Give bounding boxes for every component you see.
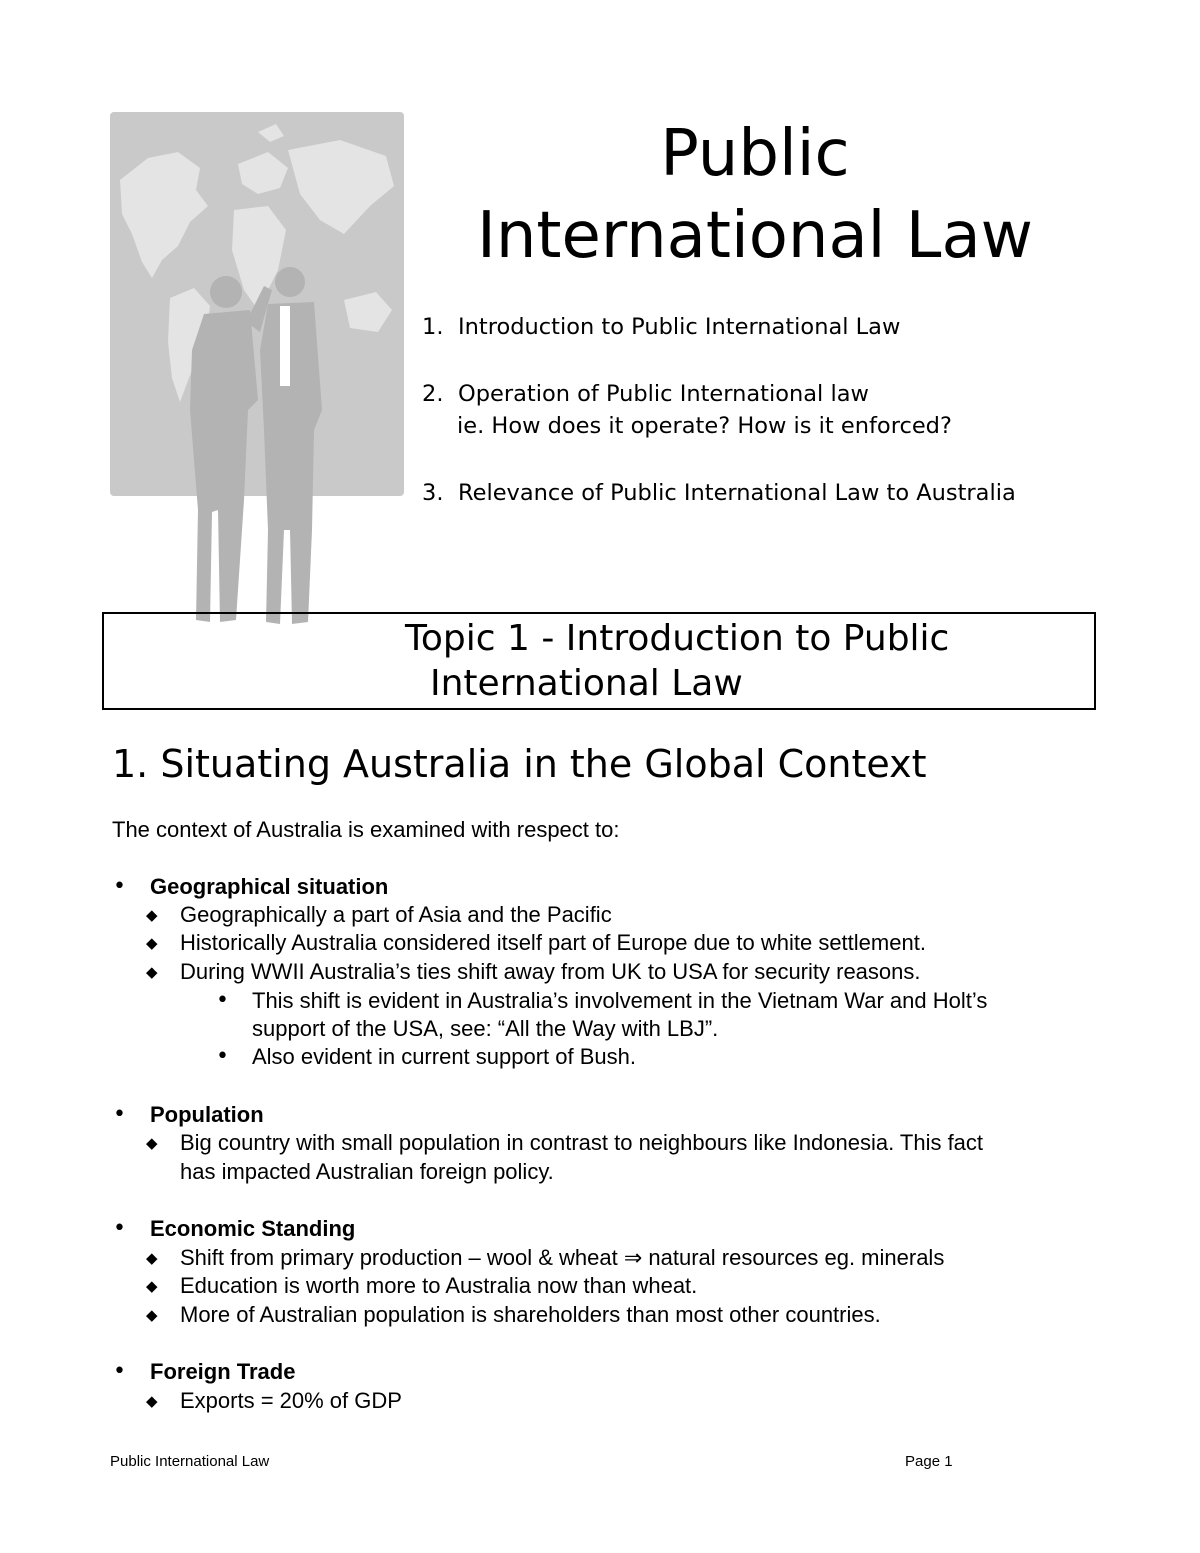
diamond-bullet-icon: ◆ [146, 963, 158, 981]
section-heading: 1. Situating Australia in the Global Context [112, 742, 927, 786]
point-text: Historically Australia considered itself part of Europe due to white settlement. [180, 930, 926, 955]
outline-item-1 [422, 311, 900, 343]
point-text: Exports = 20% of GDP [180, 1388, 402, 1413]
outline-number: 1. [422, 314, 444, 340]
point-text: More of Australian population is shareholders than most other countries. [180, 1302, 881, 1327]
diamond-bullet-icon: ◆ [146, 1306, 158, 1324]
bullet-icon: • [113, 1216, 126, 1241]
outline-item-2 [422, 378, 869, 410]
diamond-bullet-icon: ◆ [146, 906, 158, 924]
diamond-bullet-icon: ◆ [146, 1392, 158, 1410]
point-text: Geographically a part of Asia and the Pacific [180, 902, 612, 927]
point-text: Education is worth more to Australia now than wheat. [180, 1273, 698, 1298]
outline-number: 3. [422, 480, 444, 506]
diamond-bullet-icon: ◆ [146, 1277, 158, 1295]
subpoint-text: Also evident in current support of Bush. [252, 1044, 636, 1069]
topic-title-line2: International Law [430, 663, 743, 704]
diamond-bullet-icon: ◆ [146, 1134, 158, 1152]
point-text: Big country with small population in contrast to neighbours like Indonesia. This fact [180, 1130, 984, 1155]
outline-text: Operation of Public International law [458, 381, 869, 407]
document-title-line1: Public [660, 117, 850, 191]
topic-title-line1: Topic 1 - Introduction to Public [405, 618, 950, 659]
diamond-bullet-icon: ◆ [146, 1249, 158, 1267]
topic-heading-trade: Foreign Trade [150, 1359, 296, 1384]
outline-number: 2. [422, 381, 444, 407]
bullet-icon: • [113, 1102, 126, 1127]
topic-heading-economic: Economic Standing [150, 1216, 356, 1241]
subpoint-text-cont: support of the USA, see: “All the Way with LBJ”. [252, 1016, 719, 1041]
bullet-icon: • [216, 1044, 229, 1069]
topic-heading-geography: Geographical situation [150, 874, 389, 899]
diamond-bullet-icon: ◆ [146, 934, 158, 952]
subpoint-text: This shift is evident in Australia’s involvement in the Vietnam War and Holt’s [252, 988, 988, 1013]
section-intro: The context of Australia is examined with respect to: [112, 817, 620, 842]
bullet-icon: • [113, 1359, 126, 1384]
world-map-figures-icon [108, 110, 408, 635]
point-text: During WWII Australia’s ties shift away from UK to USA for security reasons. [180, 959, 921, 984]
document-title-line2: International Law [476, 199, 1034, 273]
outline-text: Introduction to Public International Law [458, 314, 901, 340]
point-text: Shift from primary production – wool & wheat ⇒ natural resources eg. minerals [180, 1245, 945, 1270]
footer-page-number: Page 1 [905, 1453, 953, 1470]
bullet-icon: • [113, 874, 126, 899]
bullet-icon: • [216, 988, 229, 1013]
outline-item-3 [422, 477, 1016, 509]
topic-heading-population: Population [150, 1102, 264, 1127]
point-text-cont: has impacted Australian foreign policy. [180, 1159, 554, 1184]
footer-document-title: Public International Law [110, 1453, 270, 1470]
outline-text: Relevance of Public International Law to Australia [458, 480, 1016, 506]
outline-item-2-note: ie. How does it operate? How is it enforced? [457, 413, 952, 439]
